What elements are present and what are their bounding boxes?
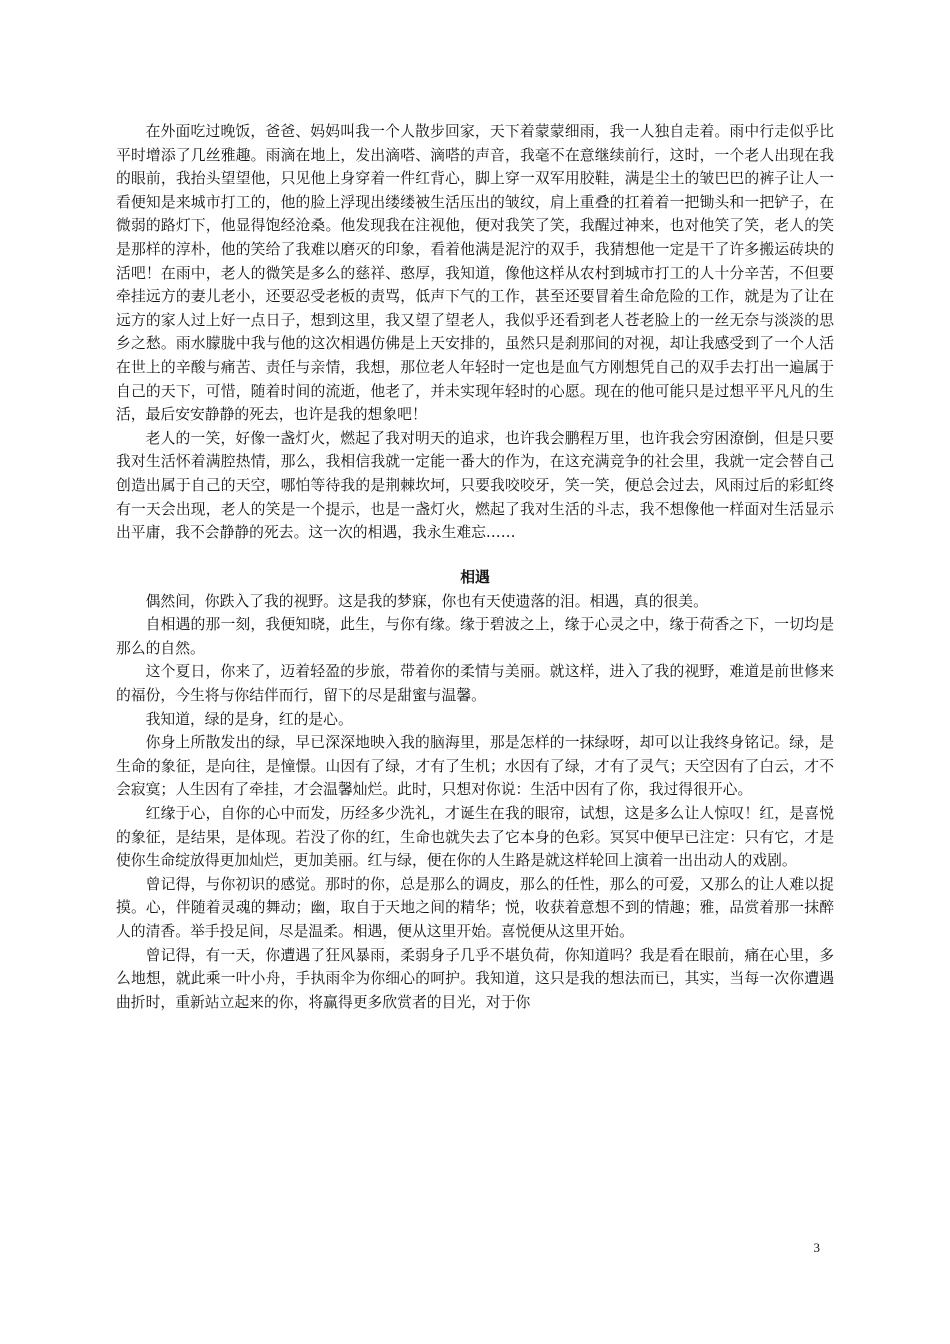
essay2-paragraph-5: 你身上所散发出的绿，早已深深地映入我的脑海里，那是怎样的一抹绿呀，却可以让我终身铭记。绿，是生命的象征，是向往，是憧憬。山因有了绿，才有了生机；水因有了绿，才有了灵气；天空因有了白云，才不会寂寞；人生因有了牵挂，才会温馨灿烂。此时，只想对你说：生活中因有了你，我过得很开心。: [116, 734, 834, 799]
document-page: [116, 120, 834, 1014]
essay2-paragraph-6: 红缘于心，自你的心中而发，历经多少洗礼，才诞生在我的眼帘，试想，这是多么让人惊叹！红，是喜悦的象征，是结果，是体现。若没了你的红，生命也就失去了它本身的色彩。冥冥中便早已注定：只有它，才是使你生命绽放得更加灿烂，更加美丽。红与绿，便在你的人生路是就这样轮回上演着一出出动人的戏剧。: [116, 805, 834, 870]
essay2-paragraph-8: 曾记得，有一天，你遭遇了狂风暴雨，柔弱身子几乎不堪负荷，你知道吗？我是看在眼前，痛在心里，多么地想，就此乘一叶小舟，手执雨伞为你细心的呵护。我知道，这只是我的想法而已，其实，当每一次你遭遇曲折时，重新站立起来的你，将赢得更多欣赏者的目光，对于你: [116, 946, 834, 1011]
essay1-paragraph-1: 在外面吃过晚饭，爸爸、妈妈叫我一个人散步回家，天下着蒙蒙细雨，我一人独自走着。雨中行走似乎比平时增添了几丝雅趣。雨滴在地上，发出滴嗒、滴嗒的声音，我毫不在意继续前行，这时，一个老人出现在我的眼前，我抬头望望他，只见他上身穿着一件红背心，脚上穿一双军用胶鞋，满是尘土的皱巴巴的裤子让人一看便知是来城市打工的，他的脸上浮现出缕缕被生活压出的皱纹，肩上重叠的扛着着一把锄头和一把铲子，在微弱的路灯下，他显得饱经沧桑。他发现我在注视他，便对我笑了笑，我醒过神来，也对他笑了笑，老人的笑是那样的淳朴，他的笑给了我难以磨灭的印象，看着他满是泥泞的双手，我猜想他一定是干了许多搬运砖块的活吧！在雨中，老人的微笑是多么的慈祥、憨厚，我知道，像他这样从农村到城市打工的人十分辛苦，不但要牵挂远方的妻儿老小，还要忍受老板的责骂，低声下气的工作，甚至还要冒着生命危险的工作，就是为了让在远方的家人过上好一点日子，想到这里，我又望了望老人，我似乎还看到老人苍老脸上的一丝无奈与淡淡的思乡之愁。雨水朦胧中我与他的这次相遇仿佛是上天安排的，虽然只是刹那间的对视，却让我感受到了一个人活在世上的辛酸与痛苦、责任与亲情，我想，那位老人年轻时一定也是血气方刚想凭自己的双手去打出一遍属于自己的天下，可惜，随着时间的流逝，他老了，并未实现年轻时的心愿。现在的他可能只是过想平平凡凡的生活，最后安安静静的死去，也许是我的想象吧！: [116, 123, 834, 424]
essay2-paragraph-4: 我知道，绿的是身，红的是心。: [145, 710, 353, 728]
page-number: 3: [813, 1240, 820, 1255]
section-title: 相遇: [460, 568, 490, 586]
essay2-paragraph-3: 这个夏日，你来了，迈着轻盈的步旅，带着你的柔情与美丽。就这样，进入了我的视野，难道是前世修来的福份，今生将与你结伴而行，留下的尽是甜蜜与温馨。: [116, 663, 834, 705]
essay2-paragraph-2: 自相遇的那一刻，我便知晓，此生，与你有缘。缘于碧波之上，缘于心灵之中，缘于荷香之下，一切均是那么的自然。: [116, 616, 834, 657]
essay2-paragraph-7: 曾记得，与你初识的感觉。那时的你，总是那么的调皮，那么的任性，那么的可爱，又那么的让人难以捉摸。心，伴随着灵魂的舞动；幽，取自于天地之间的精华；悦，收获着意想不到的情趣；雅，品赏着那一抹醉人的清香。举手投足间，尽是温柔。相遇，便从这里开始。喜悦便从这里开始。: [116, 875, 834, 940]
essay2-paragraph-1: 偶然间，你跌入了我的视野。这是我的梦寐，你也有天使遗落的泪。相遇，真的很美。: [145, 592, 708, 610]
essay1-paragraph-2: 老人的一笑，好像一盏灯火，燃起了我对明天的追求，也许我会鹏程万里，也许我会穷困潦倒，但是只要我对生活怀着满腔热情，那么，我相信我就一定能一番大的作为，在这充满竞争的社会里，我就一定会替自己创造出属于自己的天空，哪怕等待我的是荆棘坎坷，只要我咬咬牙，笑一笑，便总会过去，风雨过后的彩虹终有一天会出现，老人的笑是一个提示，也是一盏灯火，燃起了我对生活的斗志，我不想像他一样面对生活显示出平庸，我不会静静的死去。这一次的相遇，我永生难忘……: [116, 429, 834, 542]
